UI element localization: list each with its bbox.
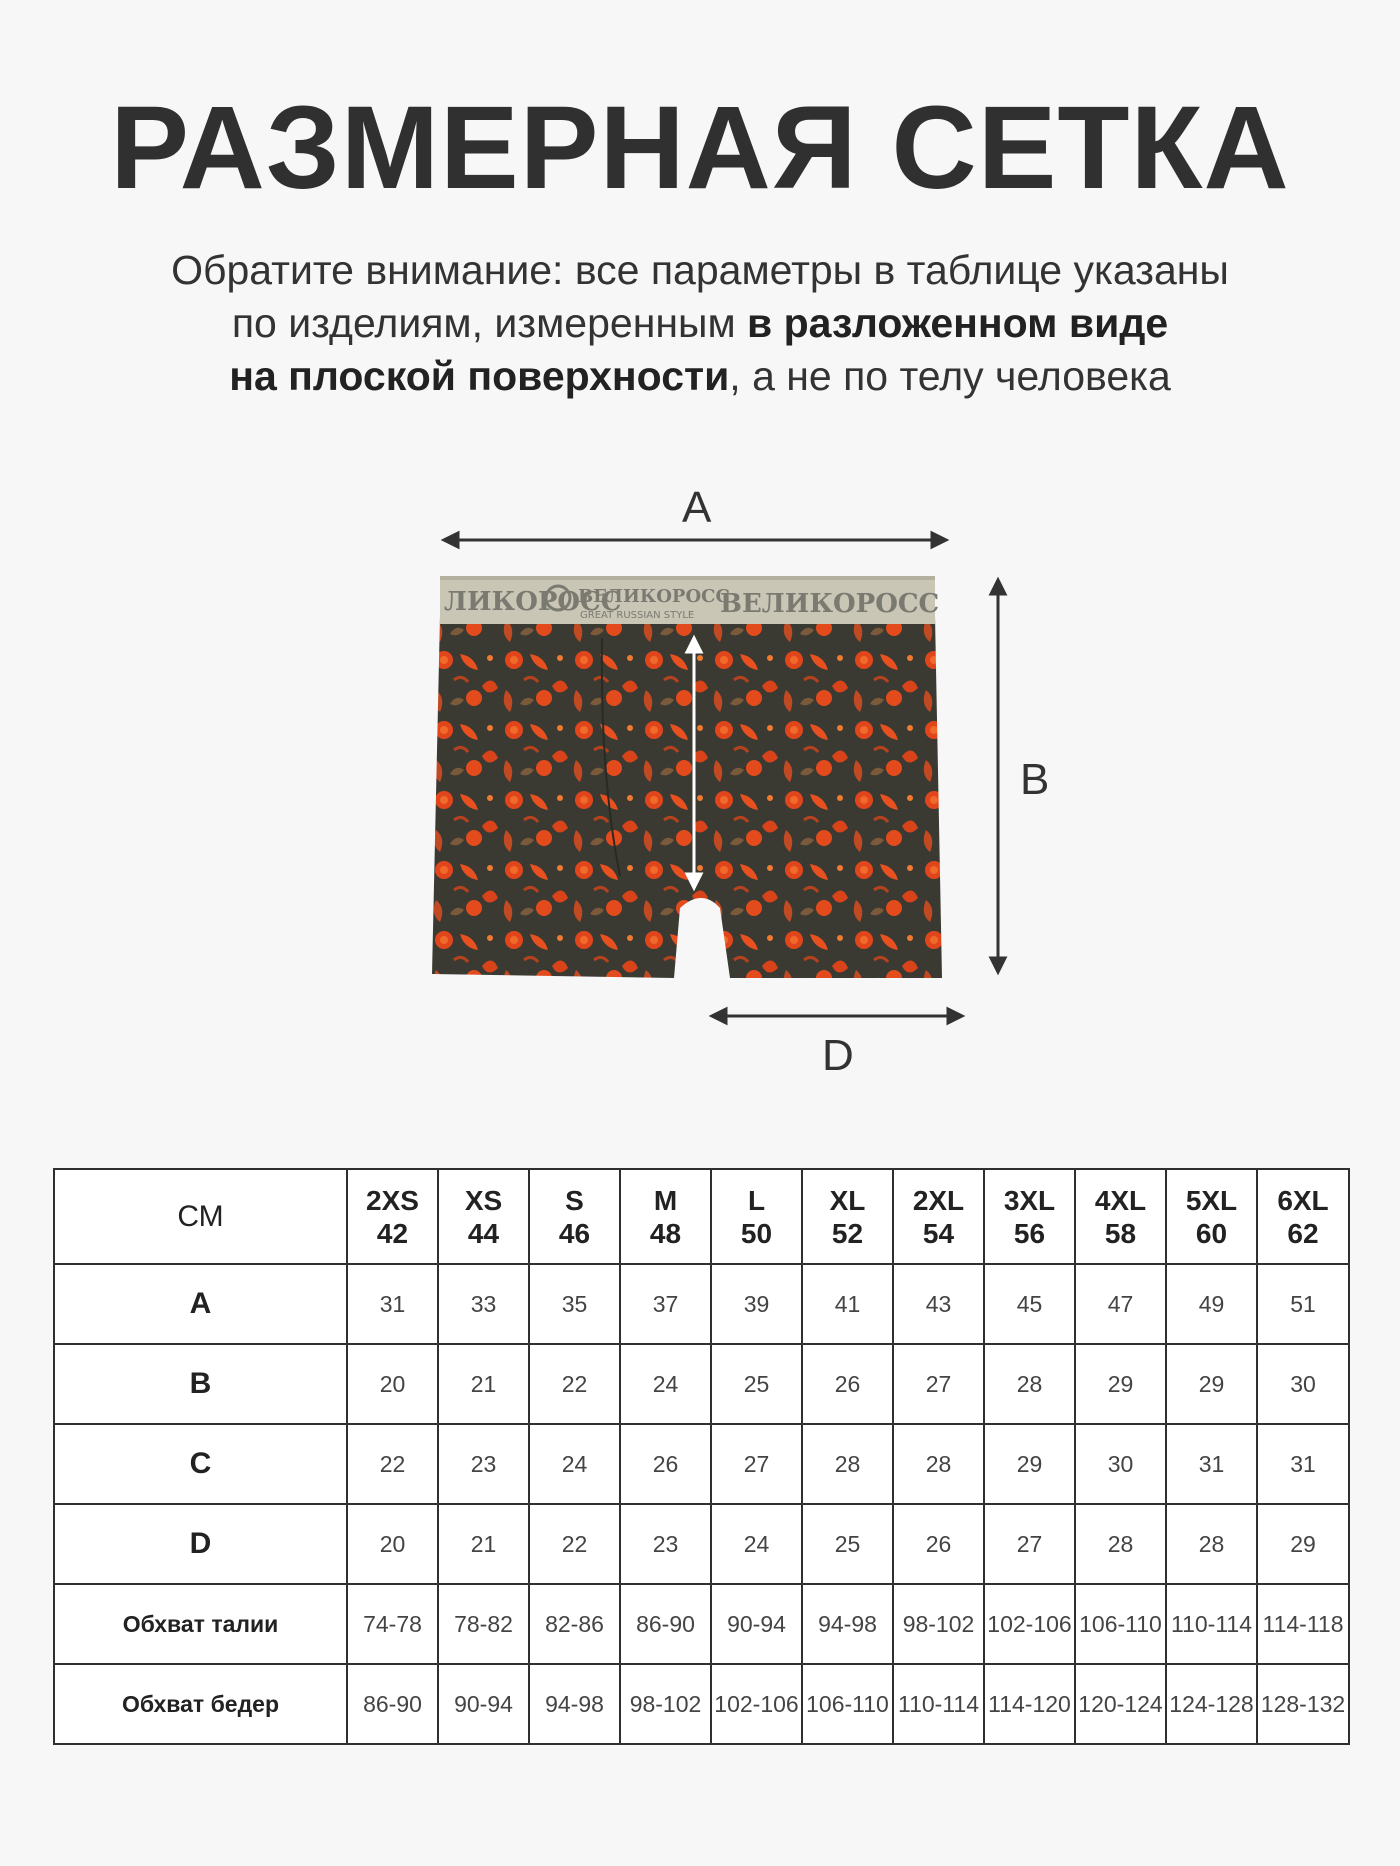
table-cell: 45 bbox=[984, 1264, 1075, 1344]
size-column-header bbox=[347, 1169, 438, 1264]
dimension-label-b: B bbox=[1020, 755, 1050, 804]
size-number: 58 bbox=[1104, 1217, 1137, 1249]
diagram-svg bbox=[420, 478, 1020, 1088]
table-cell: 39 bbox=[711, 1264, 802, 1344]
table-cell: 26 bbox=[620, 1424, 711, 1504]
size-label: 5XL bbox=[1185, 1184, 1238, 1216]
size-number: 60 bbox=[1195, 1217, 1228, 1249]
table-cell: 20 bbox=[347, 1504, 438, 1584]
size-column-header bbox=[802, 1169, 893, 1264]
size-column-header bbox=[1166, 1169, 1257, 1264]
table-cell: 28 bbox=[1075, 1504, 1166, 1584]
table-cell: 28 bbox=[1166, 1504, 1257, 1584]
table-cell: 41 bbox=[802, 1264, 893, 1344]
notice-line-2 bbox=[0, 297, 1400, 350]
table-cell: 102-106 bbox=[711, 1664, 802, 1744]
arrow-a bbox=[444, 533, 946, 547]
table-cell: 86-90 bbox=[620, 1584, 711, 1664]
notice-line-3-bold: на плоской поверхности bbox=[229, 353, 730, 399]
notice-line-2-normal: по изделиям, измеренным bbox=[231, 300, 748, 346]
table-cell: 114-120 bbox=[984, 1664, 1075, 1744]
dimension-label-d: D bbox=[822, 1031, 854, 1080]
table-cell: 86-90 bbox=[347, 1664, 438, 1744]
size-table bbox=[53, 1168, 1350, 1745]
size-number: 44 bbox=[467, 1217, 500, 1249]
size-column-header bbox=[893, 1169, 984, 1264]
table-body bbox=[54, 1264, 1349, 1744]
row-label: C bbox=[54, 1424, 347, 1504]
size-column-header bbox=[1257, 1169, 1349, 1264]
table-cell: 28 bbox=[802, 1424, 893, 1504]
table-cell: 23 bbox=[620, 1504, 711, 1584]
table-cell: 26 bbox=[893, 1504, 984, 1584]
size-number: 42 bbox=[376, 1217, 409, 1249]
table-cell: 31 bbox=[347, 1264, 438, 1344]
table-row bbox=[54, 1664, 1349, 1744]
size-label: M bbox=[653, 1184, 678, 1216]
table-cell: 37 bbox=[620, 1264, 711, 1344]
arrow-d bbox=[712, 1009, 962, 1023]
table-cell: 30 bbox=[1257, 1344, 1349, 1424]
table-header-row bbox=[54, 1169, 1349, 1264]
row-label: Обхват талии bbox=[54, 1584, 347, 1664]
table-cell: 94-98 bbox=[802, 1584, 893, 1664]
table-cell: 120-124 bbox=[1075, 1664, 1166, 1744]
size-label: 4XL bbox=[1094, 1184, 1147, 1216]
size-label: XS bbox=[464, 1184, 503, 1216]
table-cell: 27 bbox=[984, 1504, 1075, 1584]
size-label: S bbox=[565, 1184, 584, 1216]
table-cell: 20 bbox=[347, 1344, 438, 1424]
row-label: A bbox=[54, 1264, 347, 1344]
size-number: 56 bbox=[1013, 1217, 1046, 1249]
waistband-text-right: ВЕЛИКОРОСС bbox=[720, 589, 940, 619]
size-column-header bbox=[1075, 1169, 1166, 1264]
table-cell: 90-94 bbox=[711, 1584, 802, 1664]
table-cell: 29 bbox=[1257, 1504, 1349, 1584]
table-cell: 35 bbox=[529, 1264, 620, 1344]
table-cell: 27 bbox=[711, 1424, 802, 1504]
table-cell: 128-132 bbox=[1257, 1664, 1349, 1744]
page-title: РАЗМЕРНАЯ СЕТКА bbox=[110, 82, 1290, 214]
size-label: XL bbox=[829, 1184, 866, 1216]
table-cell: 21 bbox=[438, 1504, 529, 1584]
table-row bbox=[54, 1264, 1349, 1344]
table-cell: 22 bbox=[529, 1504, 620, 1584]
table-cell: 24 bbox=[529, 1424, 620, 1504]
waistband-text-tagline: GREAT RUSSIAN STYLE bbox=[580, 610, 695, 621]
notice-line-3 bbox=[0, 350, 1400, 403]
table-corner-unit: СМ bbox=[54, 1169, 347, 1264]
size-label: L bbox=[747, 1184, 766, 1216]
table-cell: 74-78 bbox=[347, 1584, 438, 1664]
size-column-header bbox=[984, 1169, 1075, 1264]
table-cell: 31 bbox=[1257, 1424, 1349, 1504]
size-number: 52 bbox=[831, 1217, 864, 1249]
size-column-header bbox=[529, 1169, 620, 1264]
table-cell: 25 bbox=[711, 1344, 802, 1424]
table-cell: 31 bbox=[1166, 1424, 1257, 1504]
table-cell: 22 bbox=[347, 1424, 438, 1504]
table-row bbox=[54, 1584, 1349, 1664]
size-number: 62 bbox=[1287, 1217, 1319, 1249]
table-cell: 90-94 bbox=[438, 1664, 529, 1744]
boxer-briefs-image bbox=[432, 576, 942, 978]
table-row bbox=[54, 1344, 1349, 1424]
size-number: 48 bbox=[649, 1217, 682, 1249]
table-row bbox=[54, 1504, 1349, 1584]
table-cell: 47 bbox=[1075, 1264, 1166, 1344]
table-cell: 23 bbox=[438, 1424, 529, 1504]
table-cell: 24 bbox=[620, 1344, 711, 1424]
table-cell: 43 bbox=[893, 1264, 984, 1344]
measurement-diagram bbox=[420, 478, 1050, 1088]
size-label: 3XL bbox=[1003, 1184, 1056, 1216]
table-cell: 22 bbox=[529, 1344, 620, 1424]
table-cell: 49 bbox=[1166, 1264, 1257, 1344]
size-column-header bbox=[711, 1169, 802, 1264]
notice-line-1: Обратите внимание: все параметры в таблице указаны bbox=[171, 247, 1229, 293]
table-cell: 28 bbox=[984, 1344, 1075, 1424]
size-label: 6XL bbox=[1277, 1184, 1329, 1216]
table-cell: 30 bbox=[1075, 1424, 1166, 1504]
table-cell: 106-110 bbox=[802, 1664, 893, 1744]
table-cell: 110-114 bbox=[893, 1664, 984, 1744]
row-label: B bbox=[54, 1344, 347, 1424]
dimension-label-a: A bbox=[682, 483, 712, 532]
waistband-text-left: ЛИКОРОСС bbox=[444, 587, 622, 617]
table-cell: 21 bbox=[438, 1344, 529, 1424]
size-number: 50 bbox=[740, 1217, 773, 1249]
table-cell: 29 bbox=[1166, 1344, 1257, 1424]
table-cell: 124-128 bbox=[1166, 1664, 1257, 1744]
table-cell: 28 bbox=[893, 1424, 984, 1504]
waistband-text-middle: ВЕЛИКОРОСС bbox=[578, 586, 730, 607]
table-cell: 102-106 bbox=[984, 1584, 1075, 1664]
table-cell: 24 bbox=[711, 1504, 802, 1584]
table-cell: 98-102 bbox=[620, 1664, 711, 1744]
table-cell: 29 bbox=[984, 1424, 1075, 1504]
table-cell: 106-110 bbox=[1075, 1584, 1166, 1664]
size-number: 46 bbox=[558, 1217, 591, 1249]
notice-text bbox=[0, 244, 1400, 403]
table-cell: 98-102 bbox=[893, 1584, 984, 1664]
notice-line-3-normal: , а не по телу человека bbox=[729, 353, 1171, 399]
notice-line-2-bold: в разложенном виде bbox=[747, 300, 1169, 346]
table-cell: 27 bbox=[893, 1344, 984, 1424]
table-cell: 29 bbox=[1075, 1344, 1166, 1424]
table-cell: 33 bbox=[438, 1264, 529, 1344]
table-cell: 94-98 bbox=[529, 1664, 620, 1744]
size-label: 2XL bbox=[912, 1184, 965, 1216]
table-cell: 26 bbox=[802, 1344, 893, 1424]
table-cell: 110-114 bbox=[1166, 1584, 1257, 1664]
row-label: D bbox=[54, 1504, 347, 1584]
size-column-header bbox=[438, 1169, 529, 1264]
size-number: 54 bbox=[922, 1217, 955, 1249]
size-label: 2XS bbox=[366, 1184, 419, 1216]
arrow-b bbox=[991, 580, 1005, 972]
table-cell: 114-118 bbox=[1257, 1584, 1349, 1664]
table-cell: 82-86 bbox=[529, 1584, 620, 1664]
size-column-header bbox=[620, 1169, 711, 1264]
table-cell: 78-82 bbox=[438, 1584, 529, 1664]
table-row bbox=[54, 1424, 1349, 1504]
row-label: Обхват бедер bbox=[54, 1664, 347, 1744]
table-cell: 51 bbox=[1257, 1264, 1349, 1344]
table-cell: 25 bbox=[802, 1504, 893, 1584]
